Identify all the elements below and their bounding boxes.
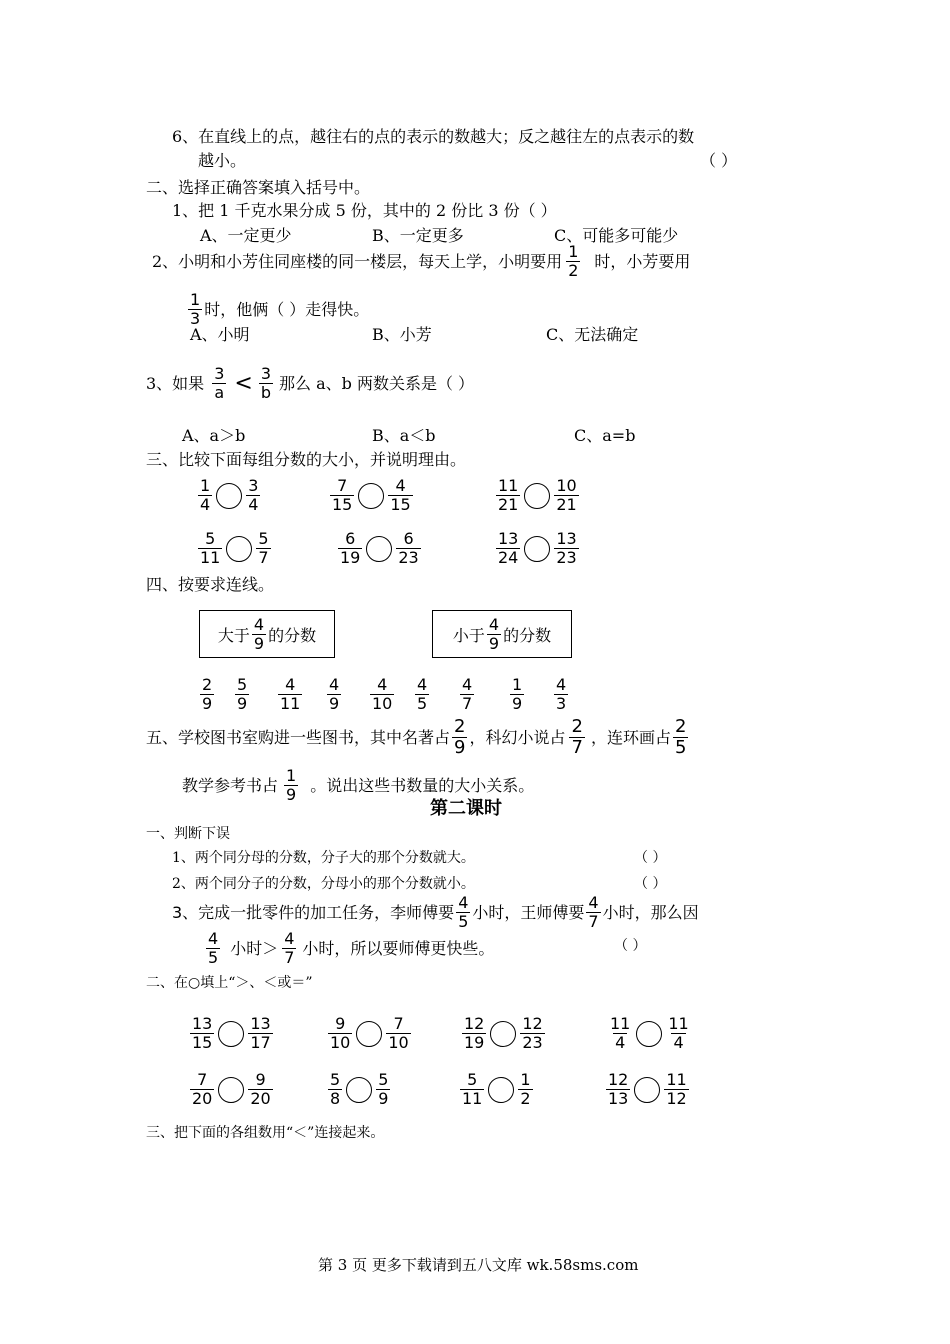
fraction — [666, 1016, 690, 1051]
denominator: 11 — [200, 548, 221, 567]
numerator: 11 — [668, 1014, 689, 1033]
denominator: 9 — [378, 1089, 389, 1108]
denominator: 11 — [462, 1089, 483, 1108]
q1-option-b: B、一定更多 — [372, 226, 464, 245]
numerator: 4 — [285, 675, 296, 694]
fraction — [496, 531, 520, 566]
numerator: 13 — [498, 529, 519, 548]
sec5-fraction-4: $\frac{1}{9}$ — [286, 766, 297, 804]
fraction — [554, 531, 578, 566]
numerator: 13 — [192, 1014, 213, 1033]
l2-section-3-title: 三、把下面的各组数用“＜”连接起来。 — [146, 1125, 385, 1141]
compare-pair — [460, 1016, 547, 1051]
l2-section-1-title: 一、判断下误 — [146, 826, 230, 842]
j3-text-pre: 3、完成一批零件的加工任务，李师傅要 — [172, 902, 455, 922]
j3-text-post: 小时，那么因 — [602, 902, 699, 922]
denominator: 5 — [417, 694, 428, 713]
q3-less-than: < — [234, 370, 253, 396]
q1-option-a: A、一定更少 — [200, 226, 292, 245]
numerator: 6 — [403, 529, 414, 548]
numerator: 6 — [345, 529, 356, 548]
item6-line2: 越小。 — [198, 151, 247, 170]
q2-text-mid: 时，小芳要用 — [594, 251, 691, 271]
compare-pair — [196, 531, 273, 566]
numerator: 5 — [378, 1070, 389, 1089]
numerator: 9 — [255, 1070, 266, 1089]
sec5-text-mid2: ，连环画占 — [590, 727, 671, 747]
numerator: 11 — [498, 476, 519, 495]
fraction — [510, 677, 524, 712]
l2-section-2-title: 二、在○填上“＞、＜或＝” — [146, 975, 313, 991]
denominator: 19 — [464, 1033, 485, 1052]
numerator: 4 — [329, 675, 340, 694]
q3-text-pre: 3、如果 — [146, 373, 205, 393]
answer-circle[interactable] — [218, 1077, 244, 1103]
denominator: 23 — [522, 1033, 543, 1052]
q2-text-post: 时，他俩（ ）走得快。 — [204, 299, 370, 319]
numerator: 4 — [395, 476, 406, 495]
q3-option-c: C、a=b — [574, 426, 636, 445]
fraction — [190, 1016, 214, 1051]
fraction — [460, 1072, 484, 1107]
page-footer: 第 3 页 更多下载请到五八文库 wk.58sms.com — [318, 1256, 639, 1274]
numerator: 5 — [258, 529, 269, 548]
numerator: 7 — [393, 1014, 404, 1033]
denominator: 8 — [330, 1089, 341, 1108]
denominator: 9 — [237, 694, 248, 713]
q1-option-c: C、可能多可能少 — [554, 226, 679, 245]
fraction — [388, 478, 412, 513]
sec5-text-mid1: ，科幻小说占 — [469, 727, 566, 747]
fraction — [554, 478, 578, 513]
box-greater-than — [199, 610, 335, 658]
denominator: 4 — [248, 495, 259, 514]
compare-pair — [188, 1016, 275, 1051]
answer-circle[interactable] — [356, 1021, 382, 1047]
judge-3-line2 — [206, 931, 494, 966]
section-4-title: 四、按要求连线。 — [146, 575, 275, 594]
answer-circle[interactable] — [490, 1021, 516, 1047]
denominator: 7 — [462, 694, 473, 713]
denominator: 17 — [250, 1033, 271, 1052]
q3-fraction-1: $\frac{3}{a}$ — [214, 364, 225, 402]
answer-circle[interactable] — [218, 1021, 244, 1047]
numerator: 5 — [237, 675, 248, 694]
numerator: 12 — [608, 1070, 629, 1089]
matching-fractions-row — [0, 677, 950, 717]
q2-option-a: A、小明 — [190, 325, 250, 344]
fraction — [386, 1016, 410, 1051]
fraction — [256, 531, 270, 566]
q2-option-b: B、小芳 — [372, 325, 432, 344]
fraction — [327, 677, 341, 712]
answer-circle[interactable] — [226, 536, 252, 562]
answer-circle[interactable] — [524, 483, 550, 509]
compare-pair — [336, 531, 423, 566]
fraction — [248, 1016, 272, 1051]
section-2-title: 二、选择正确答案填入括号中。 — [146, 178, 371, 197]
numerator: 3 — [248, 476, 259, 495]
numerator: 2 — [202, 675, 213, 694]
section-3-title: 三、比较下面每组分数的大小，并说明理由。 — [146, 450, 467, 469]
compare-pair — [326, 1016, 413, 1051]
answer-circle[interactable] — [488, 1077, 514, 1103]
answer-circle[interactable] — [358, 483, 384, 509]
item6-answer-paren: （ ） — [700, 151, 738, 170]
fraction — [328, 1072, 342, 1107]
fraction — [246, 478, 260, 513]
numerator: 1 — [520, 1070, 531, 1089]
denominator: 2 — [520, 1089, 531, 1108]
denominator: 9 — [329, 694, 340, 713]
numerator: 12 — [522, 1014, 543, 1033]
denominator: 20 — [250, 1089, 271, 1108]
sec5-fraction-3: $\frac{2}{5}$ — [674, 716, 687, 758]
q2-option-c: C、无法确定 — [546, 325, 639, 344]
box1-label-post: 的分数 — [268, 625, 317, 645]
answer-circle[interactable] — [634, 1077, 660, 1103]
answer-circle[interactable] — [346, 1077, 372, 1103]
denominator: 4 — [200, 495, 211, 514]
fraction — [278, 677, 302, 712]
denominator: 10 — [388, 1033, 409, 1052]
denominator: 9 — [202, 694, 213, 713]
denominator: 23 — [398, 548, 419, 567]
fraction — [338, 531, 362, 566]
fraction — [415, 677, 429, 712]
j3-line2-mid: 小时＞ — [230, 938, 279, 958]
denominator: 9 — [512, 694, 523, 713]
fraction — [330, 478, 354, 513]
numerator: 4 — [417, 675, 428, 694]
box2-fraction: $\frac{4}{9}$ — [488, 614, 500, 653]
fraction — [462, 1016, 486, 1051]
denominator: 23 — [556, 548, 577, 567]
numerator: 5 — [330, 1070, 341, 1089]
fraction — [554, 677, 568, 712]
denominator: 12 — [666, 1089, 687, 1108]
answer-circle[interactable] — [636, 1021, 662, 1047]
answer-circle[interactable] — [216, 483, 242, 509]
fraction — [200, 677, 214, 712]
numerator: 1 — [200, 476, 211, 495]
fraction — [198, 531, 222, 566]
denominator: 15 — [192, 1033, 213, 1052]
sec5-fraction-1: $\frac{2}{9}$ — [454, 716, 466, 758]
j3-line2-fraction-1: $\frac{4}{5}$ — [208, 929, 219, 967]
numerator: 4 — [556, 675, 567, 694]
lesson-2-heading: 第二课时 — [430, 798, 502, 819]
q3-option-a: A、a＞b — [182, 426, 246, 445]
q3-text-post: 那么 a、b 两数关系是（ ） — [279, 373, 475, 393]
answer-circle[interactable] — [524, 536, 550, 562]
compare-pair — [494, 478, 581, 513]
box-less-than — [432, 610, 572, 658]
sec5-line2-pre: 教学参考书占 — [182, 775, 279, 795]
q3-fraction-2: $\frac{3}{b}$ — [260, 364, 271, 402]
fraction — [664, 1072, 688, 1107]
fraction — [235, 677, 249, 712]
denominator: 4 — [615, 1033, 626, 1052]
box1-label-pre: 大于 — [217, 625, 250, 645]
j3-line2-fraction-2: $\frac{4}{7}$ — [284, 929, 295, 967]
fraction — [460, 677, 474, 712]
fraction — [190, 1072, 214, 1107]
numerator: 1 — [512, 675, 523, 694]
numerator: 4 — [377, 675, 388, 694]
fraction — [248, 1072, 272, 1107]
fraction — [328, 1016, 352, 1051]
numerator: 5 — [205, 529, 216, 548]
fraction — [520, 1016, 544, 1051]
denominator: 15 — [390, 495, 411, 514]
item6-line1: 6、在直线上的点，越往右的点的表示的数越大；反之越往左的点表示的数 — [172, 127, 695, 146]
box1-fraction: $\frac{4}{9}$ — [253, 614, 265, 653]
compare-pair — [188, 1072, 275, 1107]
denominator: 21 — [498, 495, 519, 514]
judge-2-paren: （ ） — [634, 876, 667, 892]
denominator: 11 — [280, 694, 301, 713]
numerator: 9 — [335, 1014, 346, 1033]
judge-3-paren: （ ） — [614, 938, 647, 954]
numerator: 4 — [462, 675, 473, 694]
fraction — [376, 1072, 390, 1107]
sec5-fraction-2: $\frac{2}{7}$ — [571, 716, 583, 758]
fraction — [608, 1016, 632, 1051]
denominator: 19 — [340, 548, 361, 567]
judge-1: 1、两个同分母的分数，分子大的那个分数就大。 — [172, 850, 475, 866]
numerator: 7 — [337, 476, 348, 495]
fraction — [606, 1072, 630, 1107]
q3-option-b: B、a＜b — [372, 426, 436, 445]
j3-line2-post: 小时，所以要师傅更快些。 — [302, 938, 495, 958]
question-2-line1 — [152, 244, 690, 279]
question-1-text: 1、把 1 千克水果分成 5 份，其中的 2 份比 3 份（ ） — [172, 201, 557, 220]
box2-label-pre: 小于 — [452, 625, 485, 645]
q2-fraction-2: $\frac{1}{3}$ — [190, 290, 201, 328]
q2-text-pre: 2、小明和小芳住同座楼的同一楼层，每天上学，小明要用 — [152, 251, 563, 271]
denominator: 20 — [192, 1089, 213, 1108]
sec5-line2-post: 。说出这些书数量的大小关系。 — [310, 775, 535, 795]
numerator: 10 — [556, 476, 577, 495]
denominator: 10 — [330, 1033, 351, 1052]
numerator: 11 — [666, 1070, 687, 1089]
fraction — [370, 677, 394, 712]
j3-text-mid: 小时，王师傅要 — [472, 902, 585, 922]
denominator: 7 — [258, 548, 269, 567]
sec5-text-pre: 五、学校图书室购进一些图书，其中名著占 — [146, 727, 451, 747]
fraction — [198, 478, 212, 513]
compare-pair — [494, 531, 581, 566]
numerator: 5 — [467, 1070, 478, 1089]
answer-circle[interactable] — [366, 536, 392, 562]
denominator: 21 — [556, 495, 577, 514]
compare-pair — [604, 1072, 691, 1107]
judge-2: 2、两个同分子的分数，分母小的那个分数就小。 — [172, 876, 475, 892]
denominator: 24 — [498, 548, 519, 567]
numerator: 7 — [197, 1070, 208, 1089]
question-2-line2 — [188, 292, 369, 327]
section-5-line1 — [146, 718, 690, 757]
fraction — [396, 531, 420, 566]
box2-label-post: 的分数 — [503, 625, 552, 645]
numerator: 13 — [250, 1014, 271, 1033]
judge-1-paren: （ ） — [634, 850, 667, 866]
compare-pair — [328, 478, 415, 513]
compare-pair — [196, 478, 262, 513]
denominator: 4 — [673, 1033, 684, 1052]
compare-pair — [606, 1016, 693, 1051]
question-3 — [146, 366, 474, 401]
denominator: 3 — [556, 694, 567, 713]
denominator: 13 — [608, 1089, 629, 1108]
numerator: 12 — [464, 1014, 485, 1033]
denominator: 15 — [332, 495, 353, 514]
numerator: 13 — [556, 529, 577, 548]
compare-pair — [326, 1072, 392, 1107]
j3-fraction-2: $\frac{4}{7}$ — [588, 893, 599, 931]
judge-3-line1 — [172, 895, 699, 930]
q2-fraction-1: $\frac{1}{2}$ — [568, 242, 579, 280]
fraction — [518, 1072, 532, 1107]
compare-pair — [458, 1072, 535, 1107]
fraction — [496, 478, 520, 513]
j3-fraction-1: $\frac{4}{5}$ — [458, 893, 469, 931]
denominator: 10 — [372, 694, 393, 713]
numerator: 11 — [610, 1014, 631, 1033]
